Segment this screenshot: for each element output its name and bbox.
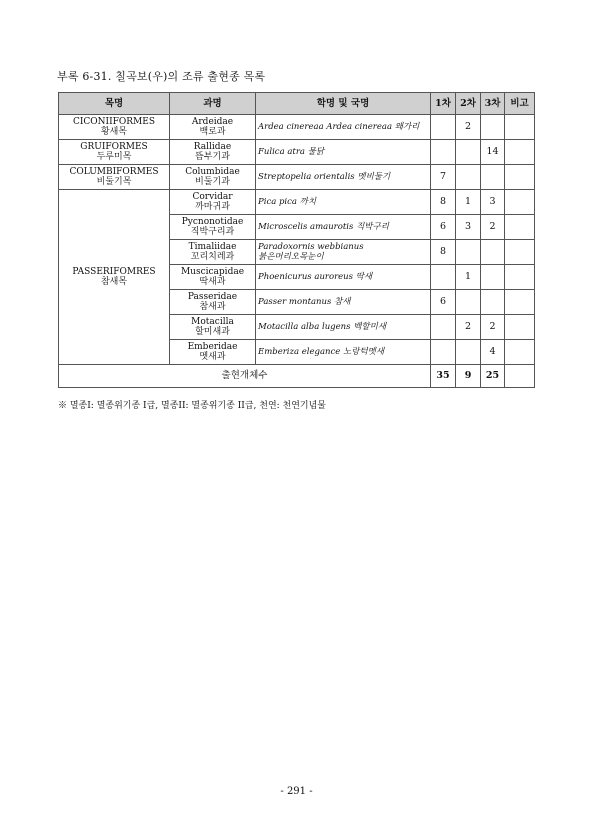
family-cell: [170, 115, 256, 140]
note-cell: [505, 140, 535, 165]
total-row: [59, 365, 535, 388]
family-ko: 꼬리치레과: [190, 252, 235, 262]
family-ko: 비둘기과: [195, 177, 230, 187]
order-ko: 황새목: [100, 127, 128, 137]
survey-2-cell: [456, 240, 481, 265]
table-row: [59, 165, 535, 190]
header-survey-2: 2차: [456, 93, 481, 115]
total-note: [505, 365, 535, 388]
survey-2-cell: 2: [456, 315, 481, 340]
species-cell: Streptopelia orientalis 멧비둘기: [256, 165, 431, 190]
total-survey-1: 35: [431, 365, 456, 388]
order-en: PASSERIFOMRES: [72, 267, 156, 277]
family-en: Timaliidae: [188, 242, 237, 252]
survey-1-cell: 6: [431, 290, 456, 315]
survey-3-cell: [481, 115, 505, 140]
family-en: Passeridae: [187, 292, 238, 302]
order-en: GRUIFORMES: [80, 142, 148, 152]
header-note: 비고: [505, 93, 535, 115]
species-cell: Pica pica 까치: [256, 190, 431, 215]
family-cell: [170, 165, 256, 190]
species-cell: Phoenicurus auroreus 딱새: [256, 265, 431, 290]
table-row: [59, 115, 535, 140]
header-order: 목명: [59, 93, 170, 115]
note-cell: [505, 265, 535, 290]
header-family: 과명: [170, 93, 256, 115]
order-cell: [59, 165, 170, 190]
header-row: [59, 93, 535, 115]
family-ko: 까마귀과: [195, 202, 230, 212]
species-scientific: Paradoxornis webbianus: [258, 242, 364, 252]
species-cell: Fulica atra 물닭: [256, 140, 431, 165]
order-cell: [59, 140, 170, 165]
header-survey-3: 3차: [481, 93, 505, 115]
family-ko: 백로과: [199, 127, 226, 137]
family-en: Corvidar: [192, 192, 233, 202]
note-cell: [505, 240, 535, 265]
family-en: Pycnonotidae: [181, 217, 244, 227]
species-table: [58, 92, 535, 388]
survey-1-cell: 8: [431, 240, 456, 265]
survey-2-cell: 2: [456, 115, 481, 140]
note-cell: [505, 340, 535, 365]
family-cell: [170, 190, 256, 215]
note-cell: [505, 190, 535, 215]
survey-3-cell: [481, 240, 505, 265]
survey-2-cell: 1: [456, 190, 481, 215]
note-cell: [505, 315, 535, 340]
family-cell: [170, 290, 256, 315]
note-cell: [505, 215, 535, 240]
survey-3-cell: [481, 165, 505, 190]
survey-1-cell: 8: [431, 190, 456, 215]
survey-2-cell: 3: [456, 215, 481, 240]
survey-1-cell: 7: [431, 165, 456, 190]
family-en: Columbidae: [185, 167, 240, 177]
family-cell: [170, 265, 256, 290]
species-korean: 붉은머리오목눈이: [258, 252, 324, 262]
family-en: Emberidae: [187, 342, 238, 352]
survey-2-cell: [456, 340, 481, 365]
header-survey-1: 1차: [431, 93, 456, 115]
survey-2-cell: [456, 290, 481, 315]
survey-2-cell: [456, 165, 481, 190]
order-ko: 비둘기목: [96, 177, 132, 187]
family-ko: 참새과: [199, 302, 226, 312]
order-en: CICONIIFORMES: [72, 117, 156, 127]
survey-3-cell: 3: [481, 190, 505, 215]
survey-1-cell: [431, 115, 456, 140]
total-label: 출현개체수: [59, 365, 431, 388]
species-cell: Microscelis amaurotis 직박구리: [256, 215, 431, 240]
total-survey-2: 9: [456, 365, 481, 388]
family-ko: 딱새과: [199, 277, 226, 287]
survey-1-cell: 6: [431, 215, 456, 240]
survey-3-cell: [481, 265, 505, 290]
total-survey-3: 25: [481, 365, 505, 388]
survey-3-cell: 2: [481, 215, 505, 240]
survey-3-cell: [481, 290, 505, 315]
note-cell: [505, 290, 535, 315]
note-cell: [505, 115, 535, 140]
family-cell: [170, 315, 256, 340]
order-cell: [59, 115, 170, 140]
family-en: Motacilla: [191, 317, 234, 327]
order-ko: 참새목: [100, 277, 128, 287]
species-cell: Ardea cinereaa Ardea cinereaa 왜가리: [256, 115, 431, 140]
family-cell: [170, 140, 256, 165]
family-en: Rallidae: [193, 142, 232, 152]
family-en: Ardeidae: [191, 117, 234, 127]
note-cell: [505, 165, 535, 190]
table-caption: 부록 6-31. 칠곡보(우)의 조류 출현종 목록: [57, 70, 266, 83]
family-ko: 직박구리과: [190, 227, 235, 237]
footnote: ※ 멸종I: 멸종위기종 I급, 멸종II: 멸종위기종 II급, 천연: 천연기념물: [58, 401, 326, 411]
family-cell: [170, 215, 256, 240]
survey-1-cell: [431, 340, 456, 365]
order-cell: [59, 190, 170, 365]
family-cell: [170, 340, 256, 365]
table-row: [59, 140, 535, 165]
species-cell: Emberiza elegance 노랑턱멧새: [256, 340, 431, 365]
survey-3-cell: 4: [481, 340, 505, 365]
order-ko: 두루미목: [96, 152, 132, 162]
family-cell: [170, 240, 256, 265]
survey-2-cell: [456, 140, 481, 165]
species-cell: [256, 240, 431, 265]
page-number: - 291 -: [280, 786, 313, 797]
survey-2-cell: 1: [456, 265, 481, 290]
order-en: COLUMBIFORMES: [69, 167, 159, 177]
family-ko: 멧새과: [199, 352, 226, 362]
survey-1-cell: [431, 265, 456, 290]
survey-3-cell: 2: [481, 315, 505, 340]
table-row: [59, 190, 535, 215]
header-species: 학명 및 국명: [256, 93, 431, 115]
survey-3-cell: 14: [481, 140, 505, 165]
survey-1-cell: [431, 315, 456, 340]
family-ko: 할미새과: [195, 327, 230, 337]
species-cell: Motacilla alba lugens 백할미새: [256, 315, 431, 340]
survey-1-cell: [431, 140, 456, 165]
family-ko: 뜸부기과: [195, 152, 230, 162]
species-cell: Passer montanus 참새: [256, 290, 431, 315]
family-en: Muscicapidae: [180, 267, 245, 277]
